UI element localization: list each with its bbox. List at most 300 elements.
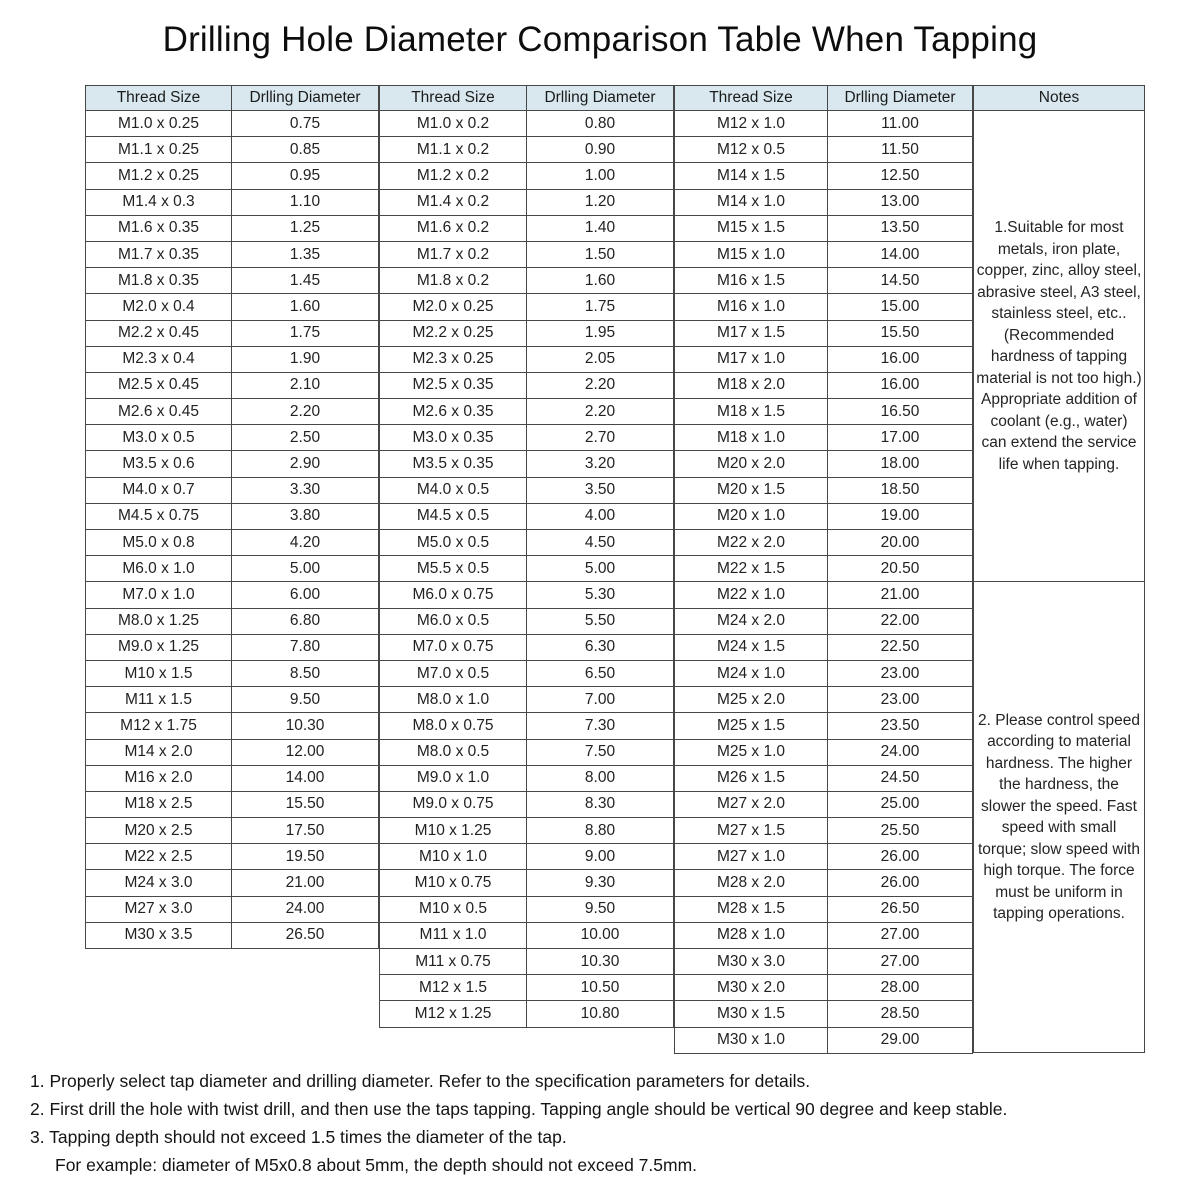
thread-size-cell: M24 x 1.5 (675, 634, 828, 660)
drill-diameter-cell: 25.00 (828, 791, 973, 817)
table-row (380, 111, 674, 137)
drill-diameter-cell: 2.10 (232, 372, 379, 398)
drill-diameter-cell: 6.50 (527, 660, 674, 686)
thread-size-cell: M1.4 x 0.3 (86, 189, 232, 215)
drill-diameter-cell: 7.30 (527, 713, 674, 739)
table-row (86, 111, 379, 137)
table-row (86, 399, 379, 425)
thread-size-cell: M12 x 0.5 (675, 137, 828, 163)
drill-diameter-cell: 14.00 (232, 765, 379, 791)
thread-size-cell: M20 x 2.5 (86, 818, 232, 844)
thread-size-cell: M1.2 x 0.25 (86, 163, 232, 189)
thread-size-cell: M1.8 x 0.35 (86, 268, 232, 294)
table-row (380, 137, 674, 163)
drill-diameter-cell: 10.30 (232, 713, 379, 739)
drill-diameter-cell: 2.20 (232, 399, 379, 425)
thread-size-cell: M4.5 x 0.75 (86, 503, 232, 529)
thread-size-cell: M1.2 x 0.2 (380, 163, 527, 189)
table-row (380, 425, 674, 451)
thread-size-cell: M14 x 2.0 (86, 739, 232, 765)
table-row (380, 713, 674, 739)
thread-size-cell: M3.5 x 0.6 (86, 451, 232, 477)
drill-diameter-cell: 13.00 (828, 189, 973, 215)
thread-size-cell: M5.5 x 0.5 (380, 556, 527, 582)
table-row (86, 660, 379, 686)
table-row (675, 634, 973, 660)
table-row (675, 163, 973, 189)
drill-diameter-cell: 8.30 (527, 791, 674, 817)
drill-diameter-cell: 1.40 (527, 215, 674, 241)
drill-diameter-cell: 16.50 (828, 399, 973, 425)
thread-size-cell: M20 x 2.0 (675, 451, 828, 477)
thread-size-cell: M1.6 x 0.35 (86, 215, 232, 241)
table-row (380, 634, 674, 660)
drill-diameter-cell: 28.00 (828, 975, 973, 1001)
table-row (675, 503, 973, 529)
table-row (380, 346, 674, 372)
table-row (86, 818, 379, 844)
thread-size-cell: M8.0 x 1.0 (380, 687, 527, 713)
drill-diameter-cell: 0.90 (527, 137, 674, 163)
table-row (380, 556, 674, 582)
thread-size-cell: M8.0 x 0.75 (380, 713, 527, 739)
thread-size-cell: M7.0 x 0.5 (380, 660, 527, 686)
drill-diameter-cell: 20.50 (828, 556, 973, 582)
thread-size-cell: M28 x 2.0 (675, 870, 828, 896)
table-row (675, 451, 973, 477)
table-row (675, 582, 973, 608)
page-title: Drilling Hole Diameter Comparison Table When Tapping (162, 20, 1038, 59)
drill-diameter-cell: 18.00 (828, 451, 973, 477)
drill-diameter-cell: 15.50 (828, 320, 973, 346)
table-row (675, 111, 973, 137)
drill-diameter-cell: 17.50 (232, 818, 379, 844)
table-row (380, 844, 674, 870)
table-row (86, 896, 379, 922)
table-row (380, 215, 674, 241)
table-row (675, 896, 973, 922)
column-header-thread-size: Thread Size (380, 86, 527, 111)
table-row (86, 425, 379, 451)
note-2-text: 2. Please control speed according to material hardness. The higher the hardness, the slower the speed. Fast speed with small torque; slow speed with high torque. The force must be uniform in tapping operations. (974, 582, 1145, 1053)
drill-diameter-cell: 1.25 (232, 215, 379, 241)
table-row (380, 922, 674, 948)
drill-diameter-cell: 23.00 (828, 660, 973, 686)
drill-diameter-cell: 8.80 (527, 818, 674, 844)
drill-diameter-cell: 11.50 (828, 137, 973, 163)
table-row (675, 844, 973, 870)
table-row (380, 399, 674, 425)
drill-diameter-cell: 8.00 (527, 765, 674, 791)
table-row (675, 922, 973, 948)
table-row (380, 870, 674, 896)
drill-diameter-cell: 9.00 (527, 844, 674, 870)
thread-size-cell: M26 x 1.5 (675, 765, 828, 791)
thread-size-cell: M1.0 x 0.2 (380, 111, 527, 137)
table-row (86, 215, 379, 241)
thread-size-cell: M1.4 x 0.2 (380, 189, 527, 215)
table-row (86, 713, 379, 739)
drill-diameter-cell: 23.50 (828, 713, 973, 739)
drill-diameter-cell: 6.00 (232, 582, 379, 608)
drill-diameter-cell: 15.00 (828, 294, 973, 320)
thread-size-cell: M25 x 1.0 (675, 739, 828, 765)
table-row (380, 975, 674, 1001)
drill-diameter-cell: 25.50 (828, 818, 973, 844)
table-row (675, 530, 973, 556)
drill-diameter-cell: 10.30 (527, 949, 674, 975)
drill-diameter-cell: 17.00 (828, 425, 973, 451)
thread-size-cell: M9.0 x 1.25 (86, 634, 232, 660)
column-header-drill-diameter: Drlling Diameter (527, 86, 674, 111)
thread-size-cell: M16 x 1.0 (675, 294, 828, 320)
thread-size-cell: M1.7 x 0.2 (380, 241, 527, 267)
thread-size-cell: M10 x 1.5 (86, 660, 232, 686)
table-row (675, 949, 973, 975)
table-row (86, 163, 379, 189)
thread-size-cell: M18 x 2.5 (86, 791, 232, 817)
drill-diameter-cell: 27.00 (828, 922, 973, 948)
drill-diameter-cell: 15.50 (232, 791, 379, 817)
thread-size-cell: M30 x 3.0 (675, 949, 828, 975)
thread-size-cell: M6.0 x 0.75 (380, 582, 527, 608)
table-row (675, 713, 973, 739)
thread-size-cell: M20 x 1.0 (675, 503, 828, 529)
drill-diameter-cell: 7.50 (527, 739, 674, 765)
drill-diameter-cell: 26.50 (232, 922, 379, 948)
thread-size-cell: M11 x 0.75 (380, 949, 527, 975)
table-row (380, 268, 674, 294)
drill-diameter-cell: 5.30 (527, 582, 674, 608)
thread-size-cell: M30 x 1.0 (675, 1027, 828, 1053)
drill-diameter-cell: 26.00 (828, 870, 973, 896)
thread-size-cell: M6.0 x 1.0 (86, 556, 232, 582)
drill-diameter-cell: 1.90 (232, 346, 379, 372)
table-row (380, 372, 674, 398)
table-row (86, 268, 379, 294)
thread-size-cell: M18 x 1.5 (675, 399, 828, 425)
drill-diameter-cell: 2.90 (232, 451, 379, 477)
thread-size-cell: M30 x 2.0 (675, 975, 828, 1001)
footer-note-3: 3. Tapping depth should not exceed 1.5 times the diameter of the tap. (30, 1127, 567, 1147)
drill-diameter-cell: 19.00 (828, 503, 973, 529)
drill-diameter-cell: 5.00 (527, 556, 674, 582)
table-row (86, 137, 379, 163)
table-row (86, 530, 379, 556)
thread-size-cell: M6.0 x 0.5 (380, 608, 527, 634)
drill-diameter-cell: 14.00 (828, 241, 973, 267)
table-row (86, 556, 379, 582)
thread-size-cell: M1.1 x 0.2 (380, 137, 527, 163)
thread-size-cell: M3.0 x 0.5 (86, 425, 232, 451)
table-row (380, 660, 674, 686)
table-row (380, 294, 674, 320)
table-set-2 (379, 85, 674, 1028)
table-set-1 (85, 85, 379, 949)
thread-size-cell: M22 x 1.5 (675, 556, 828, 582)
thread-size-cell: M18 x 2.0 (675, 372, 828, 398)
table-row (675, 556, 973, 582)
thread-size-cell: M12 x 1.75 (86, 713, 232, 739)
drill-diameter-cell: 2.50 (232, 425, 379, 451)
thread-size-cell: M27 x 3.0 (86, 896, 232, 922)
thread-size-cell: M14 x 1.0 (675, 189, 828, 215)
drill-diameter-cell: 7.00 (527, 687, 674, 713)
drill-diameter-cell: 3.20 (527, 451, 674, 477)
column-header-notes: Notes (974, 86, 1145, 111)
thread-size-cell: M20 x 1.5 (675, 477, 828, 503)
table-row (380, 1001, 674, 1027)
thread-size-cell: M11 x 1.5 (86, 687, 232, 713)
drill-diameter-cell: 27.00 (828, 949, 973, 975)
thread-size-cell: M7.0 x 1.0 (86, 582, 232, 608)
header-row (380, 86, 674, 111)
drill-diameter-cell: 28.50 (828, 1001, 973, 1027)
thread-size-cell: M1.7 x 0.35 (86, 241, 232, 267)
drill-diameter-cell: 24.00 (232, 896, 379, 922)
thread-size-cell: M2.6 x 0.35 (380, 399, 527, 425)
thread-size-cell: M3.5 x 0.35 (380, 451, 527, 477)
drill-diameter-cell: 2.70 (527, 425, 674, 451)
table-row (675, 372, 973, 398)
thread-size-cell: M27 x 2.0 (675, 791, 828, 817)
drill-diameter-cell: 0.80 (527, 111, 674, 137)
footer-note-3-example: For example: diameter of M5x0.8 about 5mm, the depth should not exceed 7.5mm. (55, 1155, 698, 1175)
thread-size-cell: M27 x 1.0 (675, 844, 828, 870)
thread-size-cell: M1.6 x 0.2 (380, 215, 527, 241)
drill-diameter-cell: 1.50 (527, 241, 674, 267)
table-row (86, 739, 379, 765)
table-row (86, 870, 379, 896)
table-row (380, 739, 674, 765)
thread-size-cell: M25 x 1.5 (675, 713, 828, 739)
thread-size-cell: M24 x 1.0 (675, 660, 828, 686)
table-row (380, 530, 674, 556)
drill-diameter-cell: 19.50 (232, 844, 379, 870)
thread-size-cell: M2.6 x 0.45 (86, 399, 232, 425)
drill-diameter-cell: 24.00 (828, 739, 973, 765)
thread-size-cell: M24 x 3.0 (86, 870, 232, 896)
thread-size-cell: M12 x 1.5 (380, 975, 527, 1001)
thread-size-cell: M2.0 x 0.4 (86, 294, 232, 320)
table-row (86, 922, 379, 948)
thread-size-cell: M9.0 x 0.75 (380, 791, 527, 817)
column-header-thread-size: Thread Size (86, 86, 232, 111)
drill-diameter-cell: 6.80 (232, 608, 379, 634)
drill-diameter-cell: 0.95 (232, 163, 379, 189)
table-row (86, 477, 379, 503)
thread-size-cell: M2.3 x 0.4 (86, 346, 232, 372)
drill-diameter-cell: 3.80 (232, 503, 379, 529)
drill-diameter-cell: 26.00 (828, 844, 973, 870)
drill-diameter-cell: 21.00 (828, 582, 973, 608)
drill-diameter-cell: 1.00 (527, 163, 674, 189)
thread-size-cell: M3.0 x 0.35 (380, 425, 527, 451)
drill-diameter-cell: 9.30 (527, 870, 674, 896)
table-row (380, 451, 674, 477)
thread-size-cell: M10 x 1.25 (380, 818, 527, 844)
table-row (675, 477, 973, 503)
table-row (380, 949, 674, 975)
table-row (675, 1027, 973, 1053)
table-row (675, 268, 973, 294)
header-row (974, 86, 1145, 111)
table-row (380, 582, 674, 608)
drill-diameter-cell: 2.05 (527, 346, 674, 372)
drill-diameter-cell: 20.00 (828, 530, 973, 556)
table-row (380, 163, 674, 189)
drill-diameter-cell: 9.50 (527, 896, 674, 922)
table-row (86, 582, 379, 608)
footer-note-1: 1. Properly select tap diameter and drilling diameter. Refer to the specification parameters for details. (30, 1071, 811, 1091)
table-row (86, 320, 379, 346)
table-row (86, 346, 379, 372)
thread-size-cell: M16 x 2.0 (86, 765, 232, 791)
thread-size-cell: M7.0 x 0.75 (380, 634, 527, 660)
thread-size-cell: M28 x 1.0 (675, 922, 828, 948)
drill-diameter-cell: 4.50 (527, 530, 674, 556)
header-row (86, 86, 379, 111)
table-row (380, 503, 674, 529)
drill-diameter-cell: 16.00 (828, 372, 973, 398)
drill-diameter-cell: 0.85 (232, 137, 379, 163)
thread-size-cell: M1.8 x 0.2 (380, 268, 527, 294)
table-row (675, 294, 973, 320)
drill-diameter-cell: 0.75 (232, 111, 379, 137)
drill-diameter-cell: 6.30 (527, 634, 674, 660)
table-row (675, 137, 973, 163)
thread-size-cell: M14 x 1.5 (675, 163, 828, 189)
table-row (675, 870, 973, 896)
thread-size-cell: M16 x 1.5 (675, 268, 828, 294)
table-row (675, 346, 973, 372)
thread-size-cell: M2.5 x 0.45 (86, 372, 232, 398)
table-row (675, 739, 973, 765)
drill-diameter-cell: 1.75 (232, 320, 379, 346)
drill-diameter-cell: 5.50 (527, 608, 674, 634)
table-row (675, 1001, 973, 1027)
drill-diameter-cell: 5.00 (232, 556, 379, 582)
thread-size-cell: M5.0 x 0.5 (380, 530, 527, 556)
drill-diameter-cell: 16.00 (828, 346, 973, 372)
table-row (675, 399, 973, 425)
drill-diameter-cell: 10.00 (527, 922, 674, 948)
drill-diameter-cell: 3.30 (232, 477, 379, 503)
thread-size-cell: M22 x 1.0 (675, 582, 828, 608)
thread-size-cell: M17 x 1.0 (675, 346, 828, 372)
drill-diameter-cell: 22.50 (828, 634, 973, 660)
table-row (380, 896, 674, 922)
table-row (380, 320, 674, 346)
note-1-text: 1.Suitable for most metals, iron plate, copper, zinc, alloy steel, abrasive steel, A3 steel, stainless steel, etc..(Recommended hardness of tapping material is not too high.) Appropriate addition of coolant (e.g., water) can extend the service life when tapping. (974, 111, 1145, 582)
thread-size-cell: M2.2 x 0.25 (380, 320, 527, 346)
thread-size-cell: M27 x 1.5 (675, 818, 828, 844)
table-row (86, 608, 379, 634)
table-row (675, 660, 973, 686)
comparison-table (85, 85, 1145, 1054)
table-row (86, 372, 379, 398)
drill-diameter-cell: 1.10 (232, 189, 379, 215)
table-row (380, 608, 674, 634)
drill-diameter-cell: 2.20 (527, 399, 674, 425)
drill-diameter-cell: 10.80 (527, 1001, 674, 1027)
table-row (86, 687, 379, 713)
drill-diameter-cell: 1.35 (232, 241, 379, 267)
column-header-drill-diameter: Drlling Diameter (232, 86, 379, 111)
table-row (675, 189, 973, 215)
column-header-thread-size: Thread Size (675, 86, 828, 111)
table-row (380, 687, 674, 713)
notes-column (973, 85, 1145, 1053)
table-row (86, 241, 379, 267)
drill-diameter-cell: 12.50 (828, 163, 973, 189)
thread-size-cell: M24 x 2.0 (675, 608, 828, 634)
drill-diameter-cell: 3.50 (527, 477, 674, 503)
table-row (380, 791, 674, 817)
thread-size-cell: M10 x 0.75 (380, 870, 527, 896)
note-row (974, 582, 1145, 1053)
thread-size-cell: M2.3 x 0.25 (380, 346, 527, 372)
drill-diameter-cell: 29.00 (828, 1027, 973, 1053)
drill-diameter-cell: 4.20 (232, 530, 379, 556)
thread-size-cell: M22 x 2.0 (675, 530, 828, 556)
table-row (380, 765, 674, 791)
header-row (675, 86, 973, 111)
column-header-drill-diameter: Drlling Diameter (828, 86, 973, 111)
drill-diameter-cell: 1.95 (527, 320, 674, 346)
footer-notes (30, 1071, 1200, 1183)
drill-diameter-cell: 2.20 (527, 372, 674, 398)
drill-diameter-cell: 1.45 (232, 268, 379, 294)
thread-size-cell: M4.5 x 0.5 (380, 503, 527, 529)
drill-diameter-cell: 26.50 (828, 896, 973, 922)
thread-size-cell: M28 x 1.5 (675, 896, 828, 922)
thread-size-cell: M15 x 1.5 (675, 215, 828, 241)
drill-diameter-cell: 13.50 (828, 215, 973, 241)
table-row (675, 818, 973, 844)
table-row (86, 189, 379, 215)
table-row (675, 215, 973, 241)
thread-size-cell: M10 x 0.5 (380, 896, 527, 922)
drill-diameter-cell: 1.60 (232, 294, 379, 320)
thread-size-cell: M8.0 x 1.25 (86, 608, 232, 634)
table-row (86, 765, 379, 791)
thread-size-cell: M12 x 1.25 (380, 1001, 527, 1027)
table-row (86, 791, 379, 817)
drill-diameter-cell: 14.50 (828, 268, 973, 294)
thread-size-cell: M1.0 x 0.25 (86, 111, 232, 137)
table-row (675, 320, 973, 346)
table-row (675, 791, 973, 817)
table-row (86, 634, 379, 660)
table-row (380, 189, 674, 215)
drill-diameter-cell: 9.50 (232, 687, 379, 713)
drill-diameter-cell: 10.50 (527, 975, 674, 1001)
table-row (675, 425, 973, 451)
drill-diameter-cell: 4.00 (527, 503, 674, 529)
thread-size-cell: M12 x 1.0 (675, 111, 828, 137)
table-set-3 (674, 85, 973, 1054)
drill-diameter-cell: 24.50 (828, 765, 973, 791)
thread-size-cell: M22 x 2.5 (86, 844, 232, 870)
thread-size-cell: M11 x 1.0 (380, 922, 527, 948)
table-row (86, 844, 379, 870)
drill-diameter-cell: 22.00 (828, 608, 973, 634)
drill-diameter-cell: 1.75 (527, 294, 674, 320)
table-row (675, 975, 973, 1001)
drill-diameter-cell: 8.50 (232, 660, 379, 686)
thread-size-cell: M18 x 1.0 (675, 425, 828, 451)
